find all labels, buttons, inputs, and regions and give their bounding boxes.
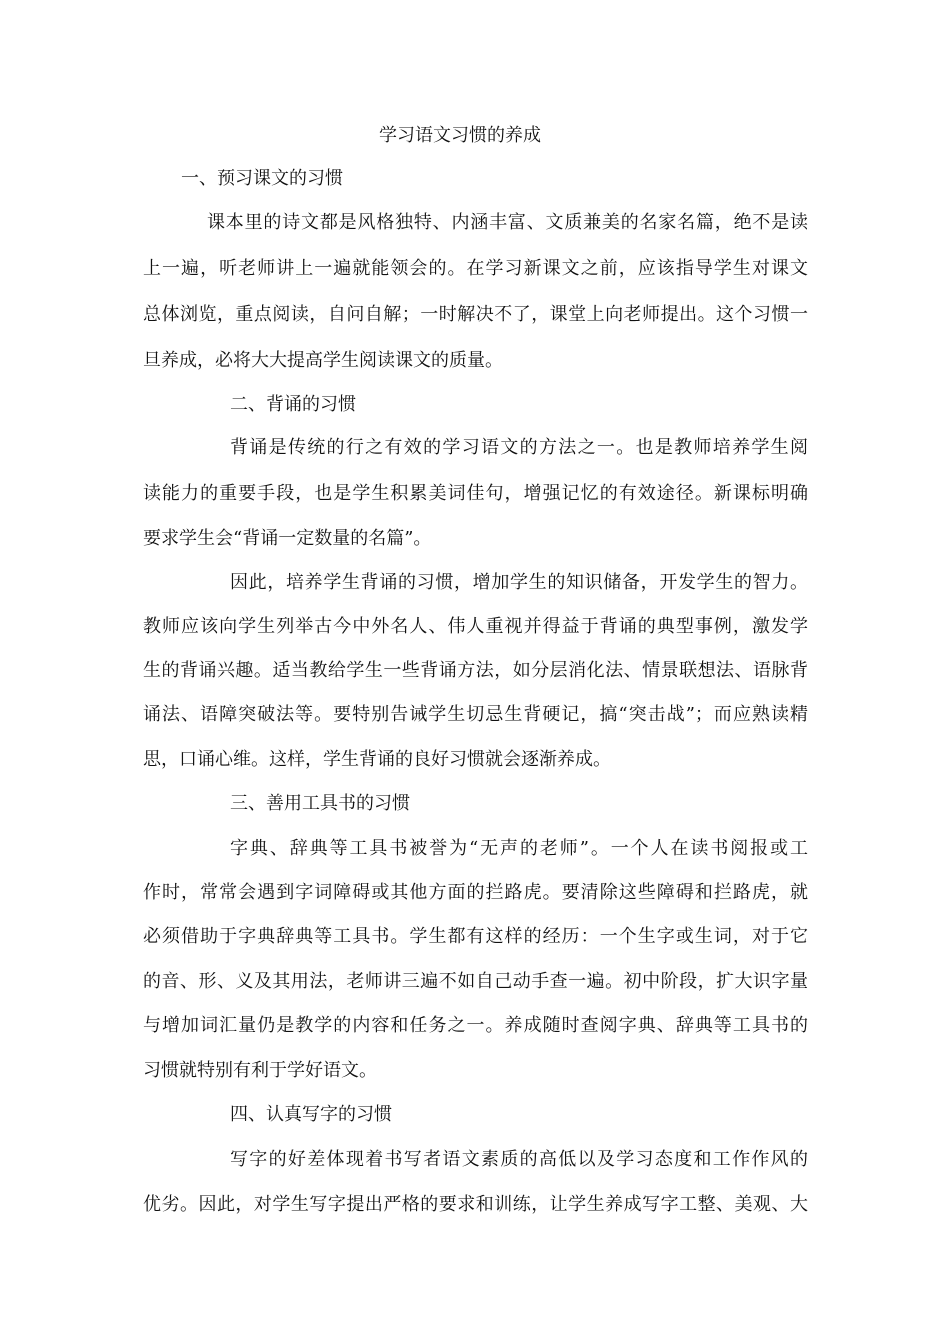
paragraph-line: 旦养成，必将大大提高学生阅读课文的质量。 [143,350,503,371]
paragraph-line: 背诵是传统的行之有效的学习语文的方法之一。也是教师培养学生阅 [230,437,808,458]
paragraph-line: 因此，培养学生背诵的习惯，增加学生的知识储备，开发学生的智力。 [230,572,808,593]
paragraph-line: 读能力的重要手段，也是学生积累美词佳句，增强记忆的有效途径。新课标明确 [143,483,808,504]
paragraph-line: 上一遍，听老师讲上一遍就能领会的。在学习新课文之前，应该指导学生对课文 [143,258,808,279]
paragraph-line: 诵法、语障突破法等。要特别告诫学生切忌生背硬记，搞“突击战”；而应熟读精 [143,704,808,725]
paragraph-line: 必须借助于字典辞典等工具书。学生都有这样的经历：一个生字或生词，对于它 [143,926,808,947]
paragraph-line: 教师应该向学生列举古今中外名人、伟人重视并得益于背诵的典型事例，激发学 [143,616,808,637]
paragraph-line: 总体浏览，重点阅读，自问自解；一时解决不了，课堂上向老师提出。这个习惯一 [143,304,808,325]
paragraph-line: 生的背诵兴趣。适当教给学生一些背诵方法，如分层消化法、情景联想法、语脉背 [143,660,808,681]
paragraph-line: 写字的好差体现着书写者语文素质的高低以及学习态度和工作作风的 [230,1149,808,1170]
section-heading-preview: 一、预习课文的习惯 [181,168,343,189]
paragraph-line: 字典、辞典等工具书被誉为“无声的老师”。一个人在读书阅报或工 [230,838,808,859]
paragraph-line: 与增加词汇量仍是教学的内容和任务之一。养成随时查阅字典、辞典等工具书的 [143,1015,808,1036]
paragraph-line: 课本里的诗文都是风格独特、内涵丰富、文质兼美的名家名篇，绝不是读 [207,212,808,233]
paragraph-line: 优劣。因此，对学生写字提出严格的要求和训练，让学生养成写字工整、美观、大 [143,1194,808,1215]
paragraph-line: 习惯就特别有利于学好语文。 [143,1060,377,1081]
paragraph-line: 要求学生会“背诵一定数量的名篇”。 [143,528,432,549]
section-heading-handwriting: 四、认真写字的习惯 [230,1104,392,1125]
section-heading-recitation: 二、背诵的习惯 [230,394,356,415]
paragraph-line: 的音、形、义及其用法，老师讲三遍不如自己动手查一遍。初中阶段，扩大识字量 [143,971,808,992]
paragraph-line: 作时，常常会遇到字词障碍或其他方面的拦路虎。要清除这些障碍和拦路虎，就 [143,882,808,903]
section-heading-reference-books: 三、善用工具书的习惯 [230,793,410,814]
document-title: 学习语文习惯的养成 [379,125,541,146]
paragraph-line: 思，口诵心维。这样，学生背诵的良好习惯就会逐渐养成。 [143,749,611,770]
